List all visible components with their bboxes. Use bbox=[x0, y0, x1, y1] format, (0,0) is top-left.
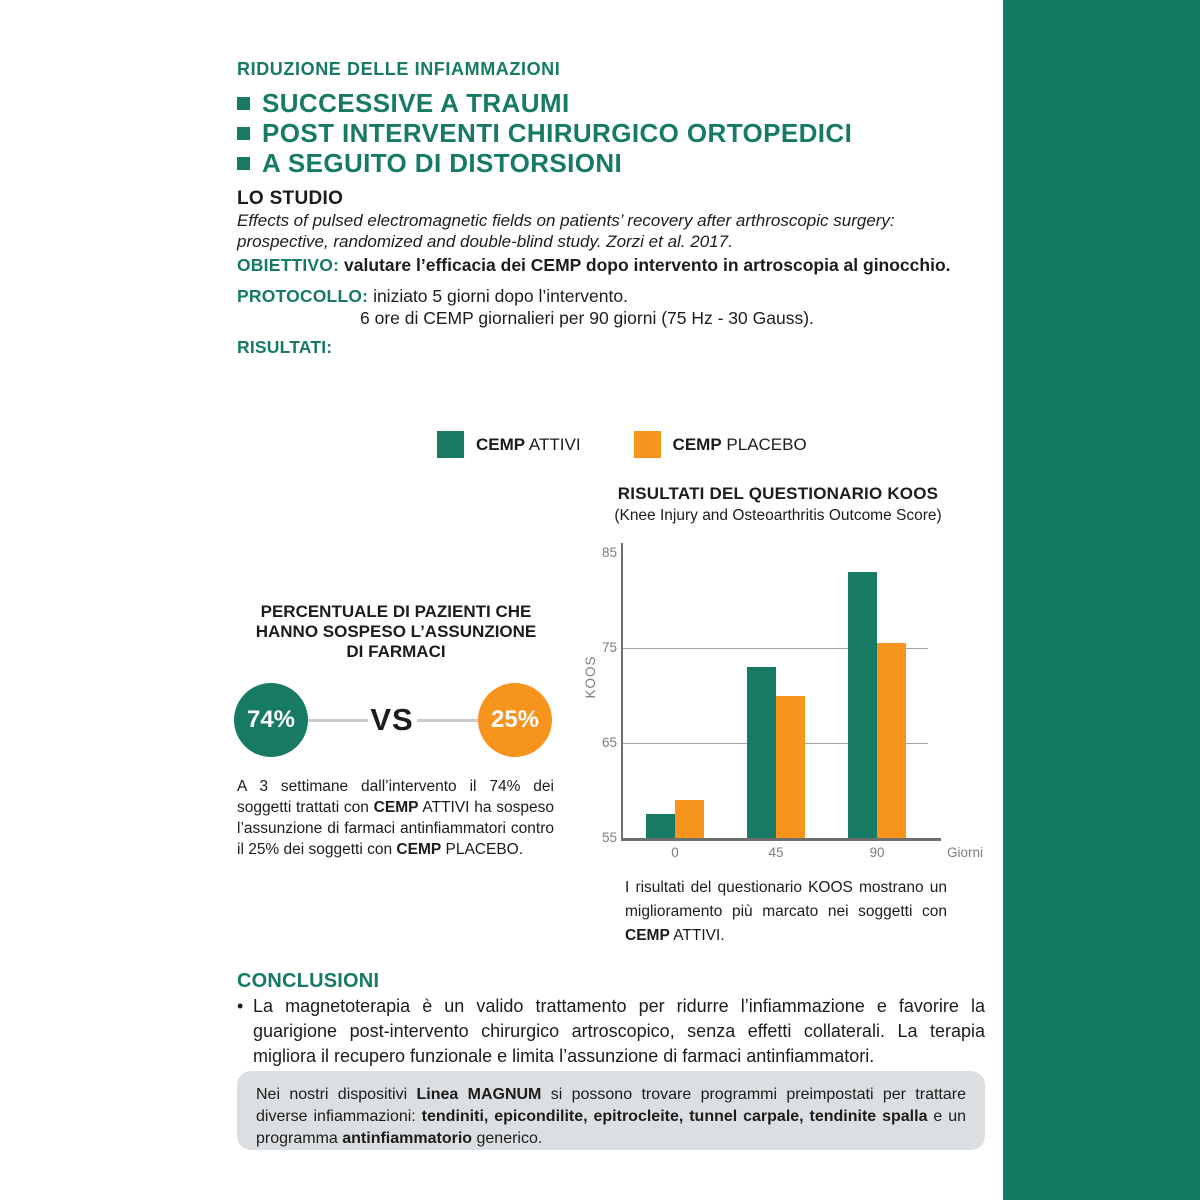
headline-bullet-list bbox=[237, 88, 852, 178]
legend-swatch-orange bbox=[634, 431, 661, 458]
y-axis-line bbox=[621, 543, 623, 841]
protocol-text-line2: 6 ore di CEMP giornalieri per 90 giorni (75 Hz - 30 Gauss). bbox=[360, 308, 814, 328]
objective-label: OBIETTIVO: bbox=[237, 255, 340, 275]
stats-heading-line: DI FARMACI bbox=[346, 642, 446, 661]
legend-swatch-green bbox=[437, 431, 464, 458]
stats-heading-line: HANNO SOSPESO L’ASSUNZIONE bbox=[255, 622, 537, 641]
square-bullet-icon bbox=[237, 97, 250, 110]
objective-text: valutare l’efficacia dei CEMP dopo intervento in artroscopia al ginocchio. bbox=[344, 255, 951, 275]
y-tick-75: 75 bbox=[601, 640, 617, 655]
list-bullet: • bbox=[237, 996, 244, 1016]
magnum-text-bold: tendiniti, epicondilite, epitrocleite, tunnel carpale, tendinite spalla bbox=[421, 1108, 928, 1125]
bar-cemp-attivi-day-90 bbox=[848, 572, 877, 838]
bar-cemp-placebo-day-45 bbox=[776, 696, 805, 839]
square-bullet-icon bbox=[237, 157, 250, 170]
bar-cemp-attivi-day-0 bbox=[646, 814, 675, 838]
stats-note-text: PLACEBO. bbox=[441, 841, 524, 858]
results-label: RISULTATI: bbox=[237, 337, 333, 357]
headline-bullet-3 bbox=[237, 148, 852, 178]
y-tick-65: 65 bbox=[601, 735, 617, 750]
bar-cemp-placebo-day-0 bbox=[675, 800, 704, 838]
chart-legend bbox=[437, 431, 807, 458]
protocol-label: PROTOCOLLO: bbox=[237, 286, 369, 306]
legend-label-cemp-placebo: CEMP PLACEBO bbox=[672, 434, 807, 454]
chart-footnote-text: ATTIVI. bbox=[669, 927, 725, 944]
bar-cemp-attivi-day-45 bbox=[747, 667, 776, 838]
x-tick-45: 45 bbox=[768, 845, 784, 860]
study-citation: Effects of pulsed electromagnetic fields on patients’ recovery after arthroscopic surgery: prospective, randomized and double-blind study. Zorzi et al. 2017. bbox=[237, 211, 895, 251]
stats-note-bold: CEMP bbox=[396, 841, 442, 858]
chart-footnote bbox=[625, 876, 947, 948]
study-heading: LO STUDIO bbox=[237, 188, 344, 209]
stats-note-text: ATTIVI ha sospeso l’assunzione di farmaci antinfiammatori contro il 25% dei soggetti con bbox=[237, 799, 554, 858]
x-tick-90: 90 bbox=[869, 845, 885, 860]
magnum-info-text bbox=[256, 1084, 966, 1150]
stats-note-bold: CEMP bbox=[373, 799, 419, 816]
chart-title: RISULTATI DEL QUESTIONARIO KOOS bbox=[617, 484, 939, 503]
right-green-sidebar bbox=[1003, 0, 1200, 1200]
bar-cemp-placebo-day-90 bbox=[877, 643, 906, 838]
magnum-text-seg: e un programma bbox=[256, 1108, 966, 1147]
magnum-text-seg: si possono trovare programmi preimpostati per trattare diverse infiammazioni: bbox=[256, 1086, 966, 1125]
square-bullet-icon bbox=[237, 127, 250, 140]
chart-footnote-bold: CEMP bbox=[625, 927, 670, 944]
magnum-info-box bbox=[237, 1071, 985, 1150]
x-axis-line bbox=[621, 838, 941, 841]
y-axis-label: KOOS bbox=[583, 655, 598, 699]
stats-heading bbox=[237, 602, 555, 662]
headline-bullet-label: SUCCESSIVE A TRAUMI bbox=[262, 87, 570, 118]
legend-label-cemp-attivi: CEMP ATTIVI bbox=[476, 434, 581, 454]
headline-bullet-1 bbox=[237, 88, 852, 118]
stats-heading-line: PERCENTUALE DI PAZIENTI CHE bbox=[260, 602, 532, 621]
magnum-text-bold: antinfiammatorio bbox=[342, 1130, 473, 1147]
x-tick-0: 0 bbox=[671, 845, 679, 860]
x-axis-label: Giorni bbox=[947, 845, 984, 860]
chart-footnote-text: I risultati del questionario KOOS mostrano un miglioramento più marcato nei soggetti con bbox=[625, 879, 947, 920]
stat-circle-cemp-attivi: 74% bbox=[234, 683, 308, 757]
vs-label: VS bbox=[370, 702, 414, 737]
magnum-text-seg: Nei nostri dispositivi bbox=[256, 1086, 417, 1103]
magnum-text-seg: generico. bbox=[472, 1130, 543, 1147]
objective-row bbox=[237, 255, 951, 276]
legend-item-cemp-placebo bbox=[634, 431, 807, 458]
headline-bullet-label: POST INTERVENTI CHIRURGICO ORTOPEDICI bbox=[262, 117, 853, 148]
legend-item-cemp-attivi bbox=[437, 431, 581, 458]
stats-note bbox=[237, 776, 554, 860]
headline-bullet-label: A SEGUITO DI DISTORSIONI bbox=[262, 147, 623, 178]
stat-circle-cemp-placebo: 25% bbox=[478, 683, 552, 757]
koos-bar-chart bbox=[575, 535, 995, 880]
section-kicker: RIDUZIONE DELLE INFIAMMAZIONI bbox=[237, 59, 561, 79]
y-tick-85: 85 bbox=[601, 545, 617, 560]
stats-note-text: A 3 settimane dall’intervento il 74% dei soggetti trattati con bbox=[237, 778, 554, 816]
magnum-text-bold: Linea MAGNUM bbox=[416, 1086, 542, 1103]
protocol-text-line1: iniziato 5 giorni dopo l’intervento. bbox=[373, 286, 628, 306]
headline-bullet-2 bbox=[237, 118, 852, 148]
conclusions-paragraph bbox=[237, 994, 985, 1069]
conclusions-heading: CONCLUSIONI bbox=[237, 970, 380, 992]
results-row bbox=[237, 337, 332, 358]
y-tick-55: 55 bbox=[601, 830, 617, 845]
protocol-row bbox=[237, 286, 628, 307]
chart-title-block bbox=[578, 484, 978, 525]
chart-subtitle: (Knee Injury and Osteoarthritis Outcome Score) bbox=[614, 507, 942, 524]
conclusions-text: La magnetoterapia è un valido trattamento per ridurre l’infiammazione e favorire la guarigione post-intervento chirurgico artroscopico, senza effetti collaterali. La terapia migliora il recupero funzionale e limita l’assunzione di farmaci antinfiammatori. bbox=[253, 996, 985, 1066]
